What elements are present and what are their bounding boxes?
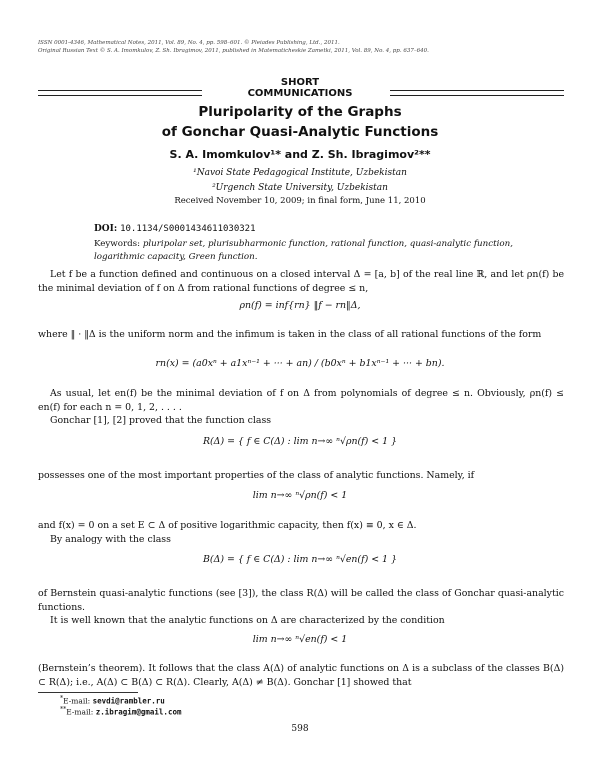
equation: lim n→∞ ⁿ√en(f) < 1	[252, 634, 348, 645]
doi: DOI: 10.1134/S0001434611030321	[94, 224, 256, 234]
equation: B(Δ) = { f ∈ C(Δ) : lim n→∞ ⁿ√en(f) < 1 }	[203, 554, 397, 565]
paper-title: Pluripolarity of the Graphs of Gonchar Quasi-Analytic Functions	[161, 104, 439, 140]
affiliation: ¹Navoi State Pedagogical Institute, Uzbekistan	[193, 168, 407, 178]
paragraph: possesses one of the most important properties of the class of analytic functions. Namely, if	[38, 470, 475, 481]
equation: R(Δ) = { f ∈ C(Δ) : lim n→∞ ⁿ√ρn(f) < 1 }	[202, 436, 398, 447]
footnote-rule	[38, 692, 138, 693]
journal-header: ISSN 0001-4346, Mathematical Notes, 2011, Vol. 89, No. 4, pp. 598–601. © Pleiades Publishing, Ltd., 2011.	[38, 40, 340, 46]
received-date: Received November 10, 2009; in final form, June 11, 2010	[174, 196, 426, 206]
equation: ρn(f) = inf{rn} ‖f − rn‖Δ,	[239, 300, 361, 311]
paragraph: By analogy with the class	[50, 534, 171, 545]
paragraph: As usual, let en(f) be the minimal deviation of f on Δ from polynomials of degree ≤ n. Obviously, ρn(f) ≤ en(f) for each n = 0, 1, 2, . . . .	[38, 388, 564, 413]
paragraph: (Bernstein’s theorem). It follows that the class A(Δ) of analytic functions on Δ is a subclass of the classes B(Δ) ⊂ R(Δ); i.e., A(Δ) ⊂ B(Δ) ⊂ R(Δ). Clearly, A(Δ) ≠ B(Δ). Gonchar [1] showed that	[38, 663, 564, 688]
page-number: 598	[291, 724, 309, 734]
authors: S. A. Imomkulov¹* and Z. Sh. Ibragimov²**	[169, 148, 431, 161]
paragraph: and f(x) = 0 on a set E ⊂ Δ of positive logarithmic capacity, then f(x) ≡ 0, x ∈ Δ.	[38, 520, 417, 531]
section-label: SHORT COMMUNICATIONS	[247, 77, 353, 99]
paragraph: It is well known that the analytic functions on Δ are characterized by the condition	[50, 615, 445, 626]
keywords: Keywords: pluripolar set, plurisubharmonic function, rational function, quasi-analytic function, logarithmic capacity, Green function.	[94, 239, 513, 262]
original-text-note: Original Russian Text © S. A. Imomkulov, Z. Sh. Ibragimov, 2011, published in Matematicheskie Zametki, 2011, Vol. 89, No. 4, pp. 637–640.	[38, 48, 429, 54]
equation: rn(x) = (a0xⁿ + a1xⁿ⁻¹ + ··· + an) / (b0xⁿ + b1xⁿ⁻¹ + ··· + bn).	[155, 358, 445, 369]
footnote: **E-mail: z.ibragim@gmail.com	[60, 706, 182, 717]
paragraph: Let f be a function defined and continuous on a closed interval Δ = [a, b] of the real line ℝ, and let ρn(f) be the minimal deviation of f on Δ from rational functions of degree ≤ n,	[38, 269, 564, 294]
affiliation: ²Urgench State University, Uzbekistan	[212, 183, 388, 193]
paragraph: of Bernstein quasi-analytic functions (see [3]), the class R(Δ) will be called the class of Gonchar quasi-analytic functions.	[38, 588, 564, 613]
equation: lim n→∞ ⁿ√ρn(f) < 1	[252, 490, 348, 501]
paragraph: Gonchar [1], [2] proved that the function class	[50, 415, 272, 426]
footnote: *E-mail: sevdi@rambler.ru	[60, 695, 165, 706]
paragraph: where ‖ · ‖Δ is the uniform norm and the infimum is taken in the class of all rational functions of the form	[38, 329, 542, 340]
